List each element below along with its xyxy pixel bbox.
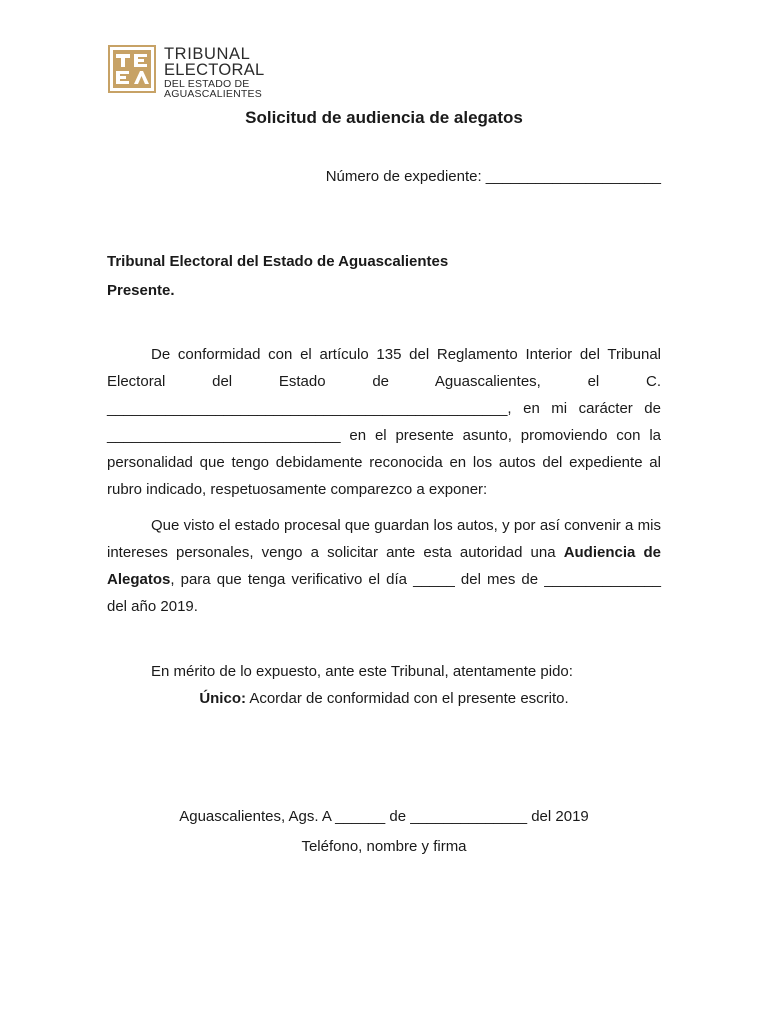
paragraph-1: De conformidad con el artículo 135 del Reglamento Interior del Tribunal Electoral del Estado de Aguascalientes, el C. ________________________________________________, en mi carácter de ____________________________ en el presente asunto, promoviendo con la personalidad que tengo debidamente reconocida en los autos del expediente al rubro indicado, respetuosamente comparezco a exponer:	[107, 346, 661, 498]
paragraph-2-bold: Audiencia de Alegatos	[107, 544, 661, 588]
logo-line4: AGUASCALIENTES	[164, 87, 262, 100]
logo-line2: ELECTORAL	[164, 60, 265, 79]
unico-label: Único:	[199, 690, 246, 707]
paragraph-2-before: Que visto el estado procesal que guardan los autos, y por así convenir a mis intereses personales, vengo a solicitar ante esta autoridad una	[107, 517, 661, 561]
signature-line: Teléfono, nombre y firma	[301, 838, 467, 855]
addressee-line1: Tribunal Electoral del Estado de Aguascalientes	[107, 253, 449, 270]
date-line: Aguascalientes, Ags. A ______ de ______________ del 2019	[179, 808, 589, 825]
unico-text: Acordar de conformidad con el presente escrito.	[245, 690, 569, 707]
paragraph-2	[107, 512, 661, 620]
logo-line3: DEL ESTADO DE	[164, 78, 250, 90]
tribunal-logo-text	[164, 45, 265, 99]
tribunal-emblem-icon	[108, 45, 156, 93]
paragraph-2-after: , para que tenga verificativo el día _____ del mes de ______________ del año 2019.	[107, 571, 661, 615]
tribunal-logo	[108, 45, 265, 100]
expediente-field: Número de expediente: _____________________	[325, 168, 661, 185]
document-title: Solicitud de audiencia de alegatos	[245, 108, 523, 127]
addressee-line2: Presente.	[107, 282, 175, 299]
logo-line1: TRIBUNAL	[164, 45, 251, 63]
unico-line	[0, 690, 768, 707]
paragraph-3: En mérito de lo expuesto, ante este Tribunal, atentamente pido:	[151, 663, 573, 680]
